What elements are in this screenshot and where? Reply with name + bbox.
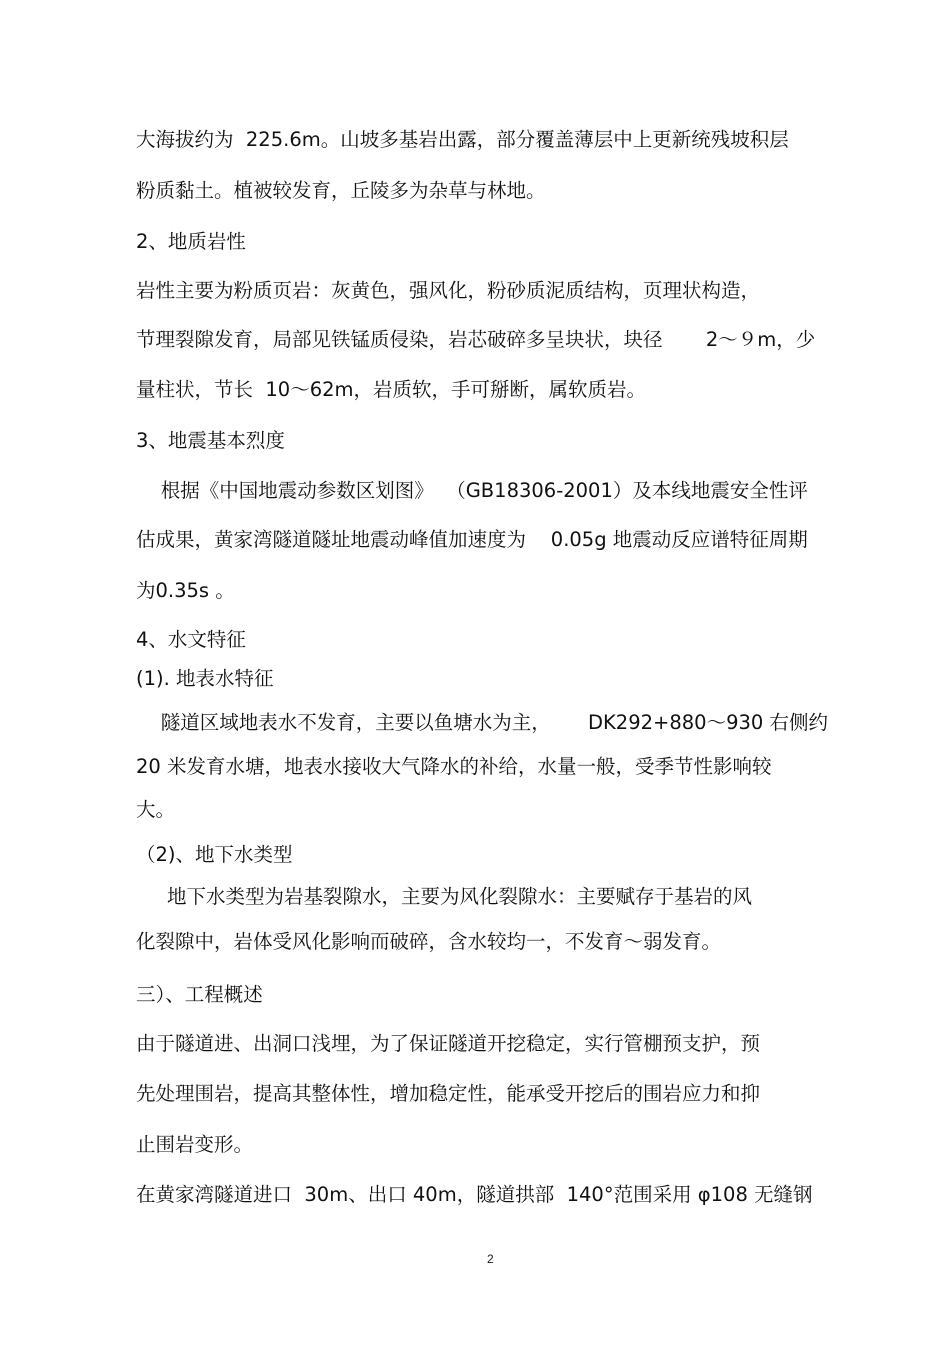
body-line-6: 根据《中国地震动参数区划图》 （GB18306-2001）及本线地震安全性评 <box>136 479 808 502</box>
body-line-5: 量柱状，节长 10～62m，岩质软，手可掰断，属软质岩。 <box>136 378 647 401</box>
section-heading-geology: 2、地质岩性 <box>136 230 246 253</box>
subheading-surface-water: (1). 地表水特征 <box>136 667 274 690</box>
page-number: 2 <box>487 1252 494 1266</box>
body-line-2: 粉质黏土。植被较发育，丘陵多为杂草与林地。 <box>136 179 546 202</box>
body-line-16: 止围岩变形。 <box>136 1133 254 1156</box>
body-line-8: 为0.35s 。 <box>136 579 235 602</box>
subheading-groundwater: （2)、地下水类型 <box>136 843 293 866</box>
body-line-1: 大海拔约为 225.6m。山坡多基岩出露，部分覆盖薄层中上更新统残坡积层 <box>136 128 789 151</box>
body-line-11: 大。 <box>136 798 176 821</box>
body-line-9: 隧道区域地表水不发育，主要以鱼塘水为主， DK292+880～930 右侧约 <box>136 711 828 734</box>
section-heading-hydrology: 4、水文特征 <box>136 628 246 651</box>
body-line-3: 岩性主要为粉质页岩：灰黄色，强风化，粉砂质泥质结构，页理状构造， <box>136 279 761 302</box>
body-line-14: 由于隧道进、出洞口浅埋，为了保证隧道开挖稳定，实行管棚预支护，预 <box>136 1032 761 1055</box>
body-line-17: 在黄家湾隧道进口 30m、出口 40m，隧道拱部 140°范围采用 φ108 无缝钢 <box>136 1183 813 1206</box>
section-heading-overview: 三）、工程概述 <box>136 983 263 1006</box>
body-line-4: 节理裂隙发育，局部见铁锰质侵染，岩芯破碎多呈块状，块径 2～９m，少 <box>136 328 816 351</box>
body-line-12: 地下水类型为岩基裂隙水，主要为风化裂隙水：主要赋存于基岩的风 <box>136 885 752 908</box>
body-line-7: 估成果，黄家湾隧道隧址地震动峰值加速度为 0.05g 地震动反应谱特征周期 <box>136 528 808 551</box>
body-line-15: 先处理围岩，提高其整体性，增加稳定性，能承受开挖后的围岩应力和抑 <box>136 1082 761 1105</box>
body-line-10: 20 米发育水塘，地表水接收大气降水的补给，水量一般，受季节性影响较 <box>136 755 772 778</box>
body-line-13: 化裂隙中，岩体受风化影响而破碎，含水较均一，不发育～弱发育。 <box>136 930 722 953</box>
section-heading-seismic: 3、地震基本烈度 <box>136 429 285 452</box>
